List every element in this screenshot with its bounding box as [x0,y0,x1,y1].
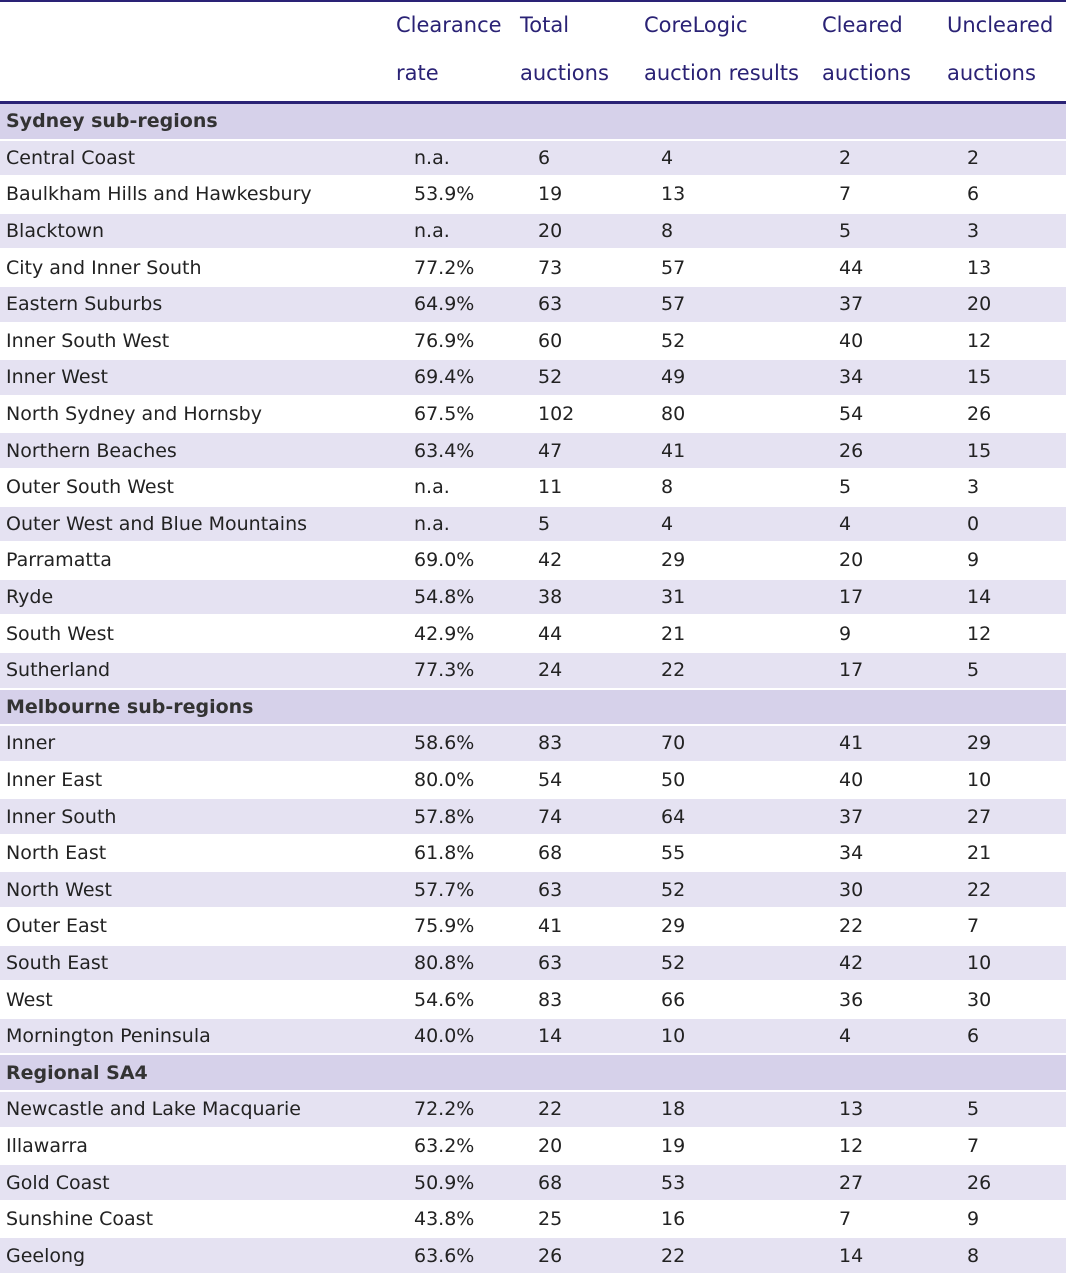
table-row [0,580,1066,617]
uncleared-auctions-cell: 30 [947,982,1066,1019]
uncleared-auctions-cell: 0 [947,507,1066,544]
table-body [0,104,1066,1275]
clearance-rate-cell: 69.0% [396,543,520,580]
cleared-auctions-cell: 20 [822,543,947,580]
cleared-auctions-cell: 26 [822,433,947,470]
total-auctions-cell: 47 [520,433,644,470]
region-name-cell: Ryde [0,580,396,617]
uncleared-auctions-cell: 10 [947,763,1066,800]
clearance-rate-cell: n.a. [396,214,520,251]
cleared-auctions-cell: 40 [822,763,947,800]
header-clearance-rate: Clearance rate [396,2,520,104]
clearance-rate-cell: 75.9% [396,909,520,946]
uncleared-auctions-cell: 13 [947,250,1066,287]
table-row [0,287,1066,324]
clearance-rate-cell: n.a. [396,141,520,178]
region-name-cell: Outer West and Blue Mountains [0,507,396,544]
clearance-rate-cell: 72.2% [396,1092,520,1129]
total-auctions-cell: 54 [520,763,644,800]
cleared-auctions-cell: 13 [822,1092,947,1129]
corelogic-results-cell: 22 [644,653,822,690]
uncleared-auctions-cell: 9 [947,1202,1066,1239]
region-name-cell: Blacktown [0,214,396,251]
table-row [0,1019,1066,1056]
cleared-auctions-cell: 34 [822,360,947,397]
total-auctions-cell: 68 [520,1165,644,1202]
total-auctions-cell: 63 [520,872,644,909]
corelogic-results-cell: 52 [644,324,822,361]
uncleared-auctions-cell: 5 [947,1092,1066,1129]
uncleared-auctions-cell: 8 [947,1238,1066,1275]
region-name-cell: Outer East [0,909,396,946]
header-row [0,2,1066,104]
uncleared-auctions-cell: 6 [947,177,1066,214]
corelogic-results-cell: 57 [644,287,822,324]
table-row [0,324,1066,361]
total-auctions-cell: 44 [520,616,644,653]
header-corelogic-results: CoreLogic auction results [644,2,822,104]
uncleared-auctions-cell: 22 [947,872,1066,909]
uncleared-auctions-cell: 7 [947,909,1066,946]
corelogic-results-cell: 49 [644,360,822,397]
total-auctions-cell: 41 [520,909,644,946]
uncleared-auctions-cell: 6 [947,1019,1066,1056]
corelogic-results-cell: 4 [644,141,822,178]
clearance-rate-cell: 40.0% [396,1019,520,1056]
section-title: Melbourne sub-regions [0,690,1066,727]
corelogic-results-cell: 21 [644,616,822,653]
clearance-rate-cell: 53.9% [396,177,520,214]
header-uncleared-auctions: Uncleared auctions [947,2,1066,104]
total-auctions-cell: 52 [520,360,644,397]
region-name-cell: Inner East [0,763,396,800]
clearance-rate-cell: 61.8% [396,836,520,873]
corelogic-results-cell: 55 [644,836,822,873]
uncleared-auctions-cell: 15 [947,360,1066,397]
cleared-auctions-cell: 5 [822,470,947,507]
table-row [0,543,1066,580]
region-name-cell: Northern Beaches [0,433,396,470]
uncleared-auctions-cell: 12 [947,324,1066,361]
total-auctions-cell: 20 [520,1129,644,1166]
region-name-cell: South West [0,616,396,653]
table-row [0,433,1066,470]
clearance-rate-cell: 80.8% [396,946,520,983]
cleared-auctions-cell: 22 [822,909,947,946]
header-total-auctions: Total auctions [520,2,644,104]
total-auctions-cell: 60 [520,324,644,361]
uncleared-auctions-cell: 10 [947,946,1066,983]
region-name-cell: Sunshine Coast [0,1202,396,1239]
table-row [0,507,1066,544]
cleared-auctions-cell: 42 [822,946,947,983]
region-name-cell: West [0,982,396,1019]
corelogic-results-cell: 10 [644,1019,822,1056]
total-auctions-cell: 68 [520,836,644,873]
clearance-rate-cell: 69.4% [396,360,520,397]
uncleared-auctions-cell: 3 [947,214,1066,251]
cleared-auctions-cell: 27 [822,1165,947,1202]
table-row [0,1238,1066,1275]
table-row [0,250,1066,287]
corelogic-results-cell: 31 [644,580,822,617]
corelogic-results-cell: 22 [644,1238,822,1275]
table-row [0,946,1066,983]
region-name-cell: North East [0,836,396,873]
total-auctions-cell: 19 [520,177,644,214]
clearance-rate-cell: 64.9% [396,287,520,324]
uncleared-auctions-cell: 3 [947,470,1066,507]
total-auctions-cell: 26 [520,1238,644,1275]
clearance-rate-cell: 77.2% [396,250,520,287]
cleared-auctions-cell: 9 [822,616,947,653]
corelogic-results-cell: 8 [644,470,822,507]
cleared-auctions-cell: 4 [822,1019,947,1056]
cleared-auctions-cell: 2 [822,141,947,178]
total-auctions-cell: 38 [520,580,644,617]
table-row [0,214,1066,251]
uncleared-auctions-cell: 15 [947,433,1066,470]
table-row [0,1129,1066,1166]
clearance-rate-cell: 63.6% [396,1238,520,1275]
region-name-cell: Mornington Peninsula [0,1019,396,1056]
total-auctions-cell: 83 [520,982,644,1019]
total-auctions-cell: 6 [520,141,644,178]
uncleared-auctions-cell: 12 [947,616,1066,653]
cleared-auctions-cell: 30 [822,872,947,909]
corelogic-results-cell: 18 [644,1092,822,1129]
cleared-auctions-cell: 5 [822,214,947,251]
uncleared-auctions-cell: 20 [947,287,1066,324]
cleared-auctions-cell: 41 [822,726,947,763]
table-row [0,360,1066,397]
cleared-auctions-cell: 54 [822,397,947,434]
corelogic-results-cell: 29 [644,543,822,580]
uncleared-auctions-cell: 9 [947,543,1066,580]
cleared-auctions-cell: 37 [822,799,947,836]
clearance-rate-cell: 67.5% [396,397,520,434]
clearance-rate-cell: 57.7% [396,872,520,909]
cleared-auctions-cell: 40 [822,324,947,361]
corelogic-results-cell: 52 [644,946,822,983]
corelogic-results-cell: 41 [644,433,822,470]
region-name-cell: Inner [0,726,396,763]
uncleared-auctions-cell: 27 [947,799,1066,836]
corelogic-results-cell: 4 [644,507,822,544]
region-name-cell: Central Coast [0,141,396,178]
table-row [0,1092,1066,1129]
uncleared-auctions-cell: 29 [947,726,1066,763]
region-name-cell: South East [0,946,396,983]
total-auctions-cell: 73 [520,250,644,287]
corelogic-results-cell: 29 [644,909,822,946]
region-name-cell: Baulkham Hills and Hawkesbury [0,177,396,214]
cleared-auctions-cell: 12 [822,1129,947,1166]
cleared-auctions-cell: 17 [822,653,947,690]
region-name-cell: Eastern Suburbs [0,287,396,324]
uncleared-auctions-cell: 26 [947,397,1066,434]
region-name-cell: North West [0,872,396,909]
cleared-auctions-cell: 4 [822,507,947,544]
corelogic-results-cell: 70 [644,726,822,763]
clearance-rate-cell: 77.3% [396,653,520,690]
clearance-rate-cell: 42.9% [396,616,520,653]
clearance-rate-cell: n.a. [396,507,520,544]
table-row [0,799,1066,836]
region-name-cell: City and Inner South [0,250,396,287]
region-name-cell: Gold Coast [0,1165,396,1202]
region-name-cell: Illawarra [0,1129,396,1166]
table-row [0,763,1066,800]
section-header-row [0,1055,1066,1092]
table-row [0,909,1066,946]
clearance-rate-cell: 50.9% [396,1165,520,1202]
region-name-cell: Outer South West [0,470,396,507]
table-row [0,836,1066,873]
table-row [0,982,1066,1019]
uncleared-auctions-cell: 2 [947,141,1066,178]
region-name-cell: Newcastle and Lake Macquarie [0,1092,396,1129]
table-row [0,177,1066,214]
corelogic-results-cell: 80 [644,397,822,434]
clearance-rate-cell: 43.8% [396,1202,520,1239]
total-auctions-cell: 20 [520,214,644,251]
clearance-rate-cell: 57.8% [396,799,520,836]
clearance-rate-cell: 80.0% [396,763,520,800]
uncleared-auctions-cell: 14 [947,580,1066,617]
section-title: Regional SA4 [0,1055,1066,1092]
region-name-cell: Inner South West [0,324,396,361]
cleared-auctions-cell: 44 [822,250,947,287]
corelogic-results-cell: 13 [644,177,822,214]
uncleared-auctions-cell: 5 [947,653,1066,690]
region-name-cell: Geelong [0,1238,396,1275]
uncleared-auctions-cell: 7 [947,1129,1066,1166]
region-name-cell: Parramatta [0,543,396,580]
corelogic-results-cell: 19 [644,1129,822,1166]
corelogic-results-cell: 50 [644,763,822,800]
cleared-auctions-cell: 36 [822,982,947,1019]
total-auctions-cell: 42 [520,543,644,580]
clearance-rate-cell: 63.4% [396,433,520,470]
corelogic-results-cell: 8 [644,214,822,251]
total-auctions-cell: 22 [520,1092,644,1129]
region-name-cell: Inner South [0,799,396,836]
uncleared-auctions-cell: 26 [947,1165,1066,1202]
region-name-cell: North Sydney and Hornsby [0,397,396,434]
table-row [0,397,1066,434]
total-auctions-cell: 63 [520,946,644,983]
total-auctions-cell: 83 [520,726,644,763]
section-header-row [0,104,1066,141]
cleared-auctions-cell: 37 [822,287,947,324]
header-cleared-auctions: Cleared auctions [822,2,947,104]
cleared-auctions-cell: 14 [822,1238,947,1275]
clearance-rate-cell: 76.9% [396,324,520,361]
table-row [0,1165,1066,1202]
corelogic-results-cell: 16 [644,1202,822,1239]
total-auctions-cell: 24 [520,653,644,690]
corelogic-results-cell: 64 [644,799,822,836]
table-row [0,141,1066,178]
clearance-rate-cell: 58.6% [396,726,520,763]
clearance-rate-cell: 54.8% [396,580,520,617]
table-row [0,470,1066,507]
corelogic-results-cell: 53 [644,1165,822,1202]
cleared-auctions-cell: 34 [822,836,947,873]
total-auctions-cell: 11 [520,470,644,507]
total-auctions-cell: 14 [520,1019,644,1056]
header-region [0,2,396,104]
section-header-row [0,690,1066,727]
total-auctions-cell: 25 [520,1202,644,1239]
table-row [0,616,1066,653]
total-auctions-cell: 74 [520,799,644,836]
auction-results-table [0,2,1066,1275]
clearance-rate-cell: n.a. [396,470,520,507]
cleared-auctions-cell: 7 [822,1202,947,1239]
cleared-auctions-cell: 7 [822,177,947,214]
table-row [0,726,1066,763]
section-title: Sydney sub-regions [0,104,1066,141]
region-name-cell: Sutherland [0,653,396,690]
corelogic-results-cell: 66 [644,982,822,1019]
clearance-rate-cell: 54.6% [396,982,520,1019]
total-auctions-cell: 102 [520,397,644,434]
table-row [0,653,1066,690]
table-row [0,872,1066,909]
clearance-rate-cell: 63.2% [396,1129,520,1166]
corelogic-results-cell: 52 [644,872,822,909]
table-row [0,1202,1066,1239]
corelogic-results-cell: 57 [644,250,822,287]
total-auctions-cell: 5 [520,507,644,544]
cleared-auctions-cell: 17 [822,580,947,617]
region-name-cell: Inner West [0,360,396,397]
total-auctions-cell: 63 [520,287,644,324]
uncleared-auctions-cell: 21 [947,836,1066,873]
